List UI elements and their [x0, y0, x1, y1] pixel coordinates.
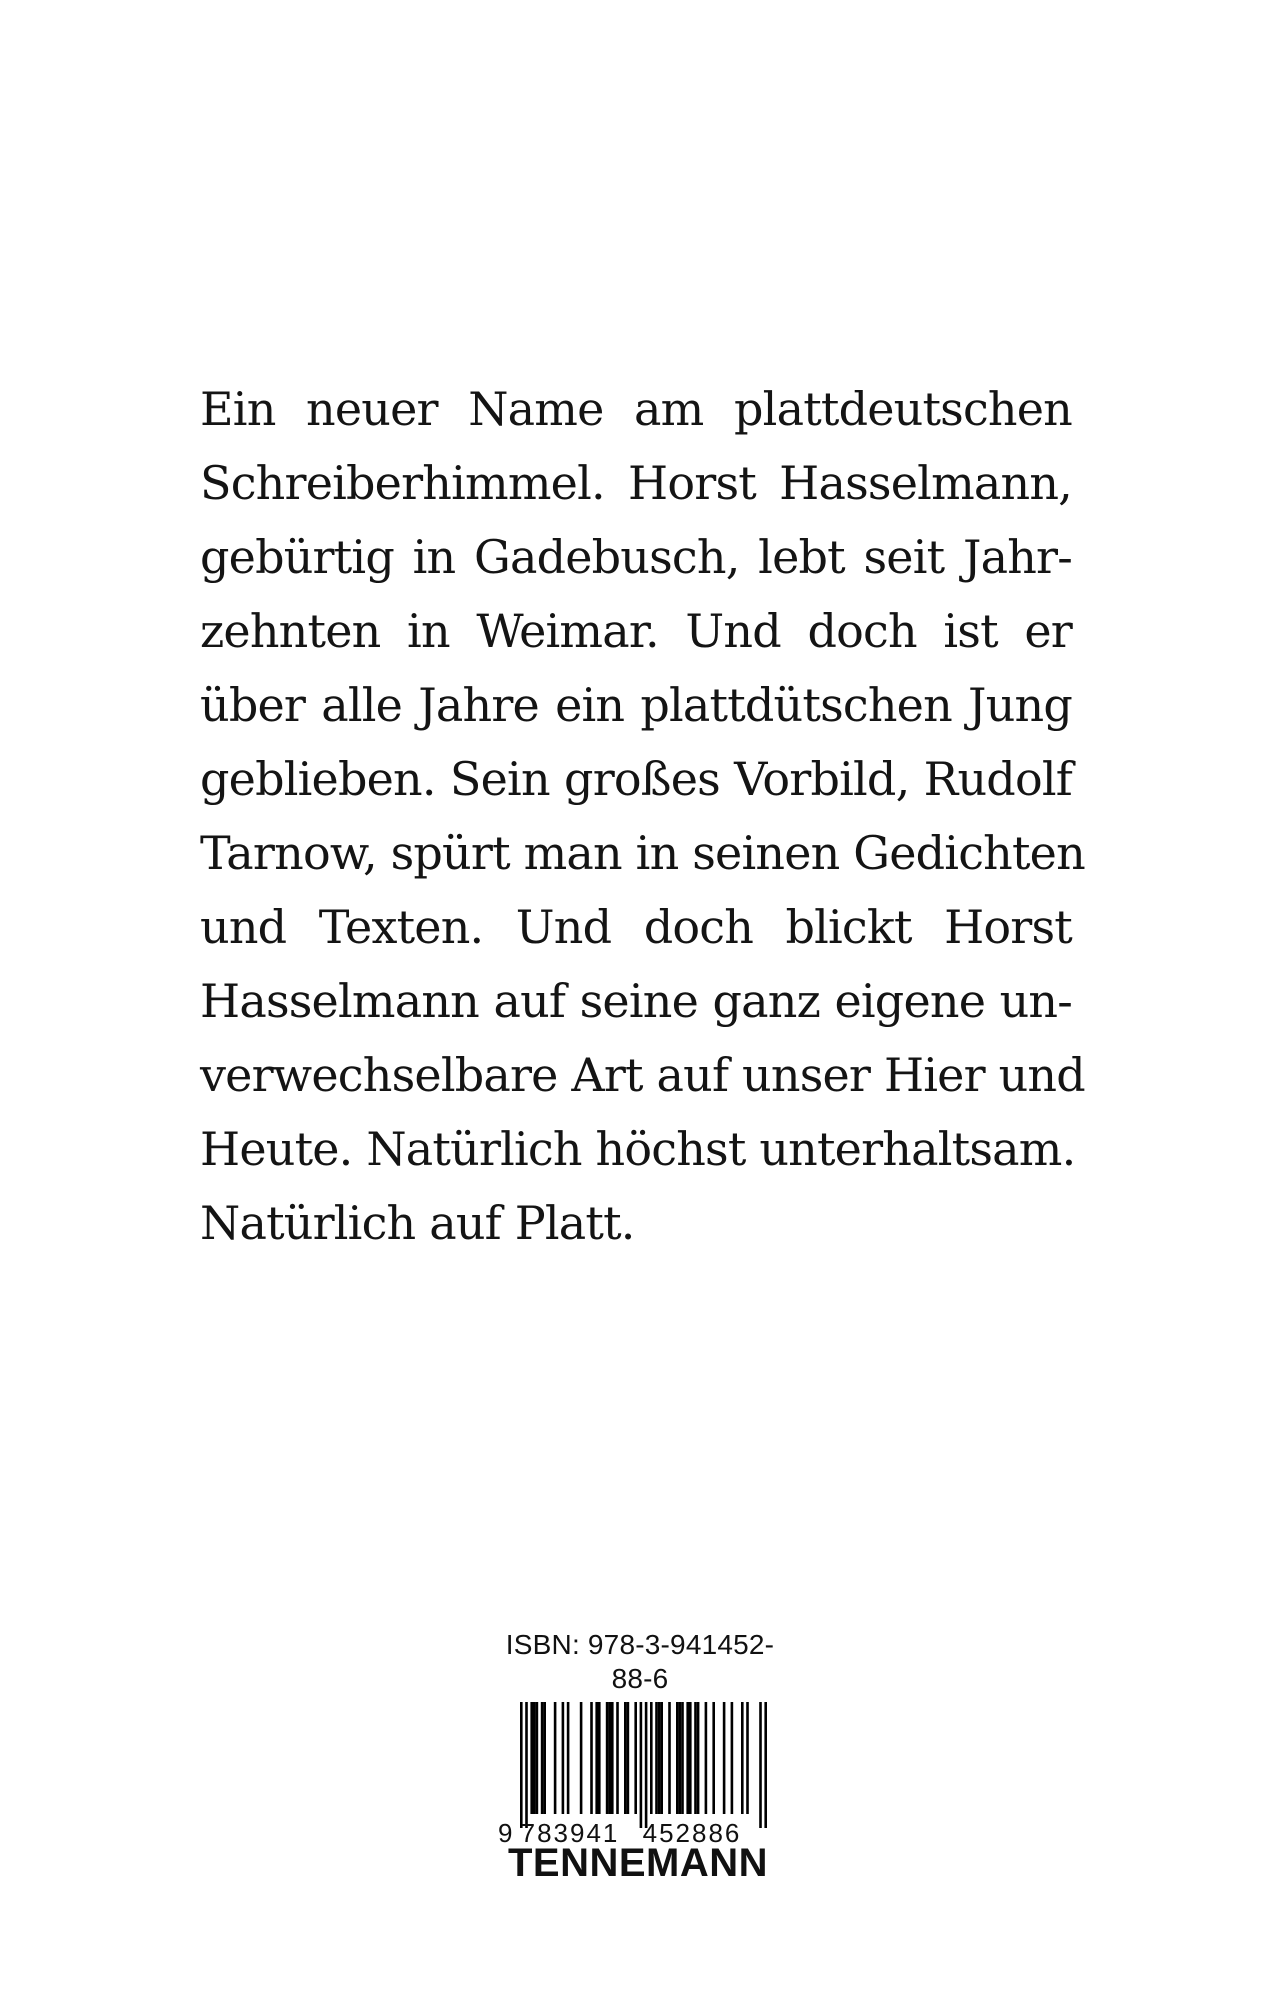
blurb-line: Ein neuer Name am plattdeutschen — [200, 382, 1072, 436]
barcode-bar — [530, 1702, 533, 1814]
barcode-bar — [536, 1702, 539, 1814]
barcode-guard-bar — [645, 1702, 648, 1828]
blurb-line: gebürtig in Gadebusch, lebt seit Jahr- — [200, 530, 1072, 584]
blurb-line: über alle Jahre ein plattdütschen Jung — [200, 678, 1072, 732]
barcode-bar — [679, 1702, 682, 1814]
barcode-guard-bar — [640, 1702, 643, 1828]
barcode-bar — [627, 1702, 630, 1814]
barcode-bar — [697, 1702, 700, 1814]
barcode-bar — [554, 1702, 557, 1814]
barcode-bar — [668, 1702, 671, 1814]
barcode-guard-bar — [520, 1702, 523, 1828]
barcode-bar — [723, 1702, 726, 1814]
barcode-bar — [595, 1702, 598, 1814]
barcode-bar — [580, 1702, 583, 1814]
barcode-bar — [694, 1702, 697, 1814]
barcode-bar — [746, 1702, 749, 1814]
blurb-line: Natürlich auf Platt. — [200, 1196, 635, 1250]
barcode-bar — [616, 1702, 619, 1814]
barcode-digits-right: 452886 — [642, 1818, 742, 1848]
barcode-bar — [689, 1702, 692, 1814]
barcode-bar — [611, 1702, 614, 1814]
barcode-bar — [705, 1702, 708, 1814]
barcode-bar — [590, 1702, 593, 1814]
blurb-line: verwechselbare Art auf unser Hier und — [200, 1048, 1085, 1102]
barcode-bar — [650, 1702, 653, 1814]
barcode-bar — [741, 1702, 744, 1814]
barcode-bar — [541, 1702, 544, 1814]
barcode-bar — [543, 1702, 546, 1814]
blurb-line: Tarnow, spürt man in seinen Gedichten — [200, 826, 1085, 880]
blurb-line: zehnten in Weimar. Und doch ist er — [200, 604, 1072, 658]
barcode-bar — [533, 1702, 536, 1814]
barcode-bar — [655, 1702, 658, 1814]
blurb-line: Schreiberhimmel. Horst Hasselmann, — [200, 456, 1072, 510]
barcode-bar — [686, 1702, 689, 1814]
isbn-label: ISBN: 978-3-941452-88-6 — [505, 1629, 775, 1694]
publisher-logo: TENNEMANN — [507, 1841, 769, 1885]
blurb-text — [200, 372, 1085, 1260]
blurb-line: Heute. Natürlich höchst unterhaltsam. — [200, 1122, 1076, 1176]
barcode-guard-bar — [525, 1702, 528, 1828]
barcode-digit-first: 9 — [498, 1818, 513, 1848]
barcode-guard-bar — [759, 1702, 762, 1828]
isbn-barcode — [492, 1628, 788, 1848]
blurb-line: Hasselmann auf seine ganz eigene un- — [200, 974, 1072, 1028]
barcode-bar — [624, 1702, 627, 1814]
blurb-line: geblieben. Sein großes Vorbild, Rudolf — [200, 752, 1072, 806]
barcode-bar — [598, 1702, 601, 1814]
barcode-bar — [660, 1702, 663, 1814]
barcode-digits-left: 783941 — [520, 1818, 620, 1848]
barcode-bar — [567, 1702, 570, 1814]
barcode-guard-bar — [764, 1702, 767, 1828]
blurb-line: und Texten. Und doch blickt Horst — [200, 900, 1072, 954]
barcode-bar — [562, 1702, 565, 1814]
barcode-bar — [676, 1702, 679, 1814]
barcode-bar — [712, 1702, 715, 1814]
barcode-bar — [608, 1702, 611, 1814]
barcode-bar — [658, 1702, 661, 1814]
barcode-bar — [606, 1702, 609, 1814]
barcode-graphic — [492, 1702, 788, 1848]
barcode-bar — [634, 1702, 637, 1814]
barcode-bar — [731, 1702, 734, 1814]
barcode-bar — [681, 1702, 684, 1814]
